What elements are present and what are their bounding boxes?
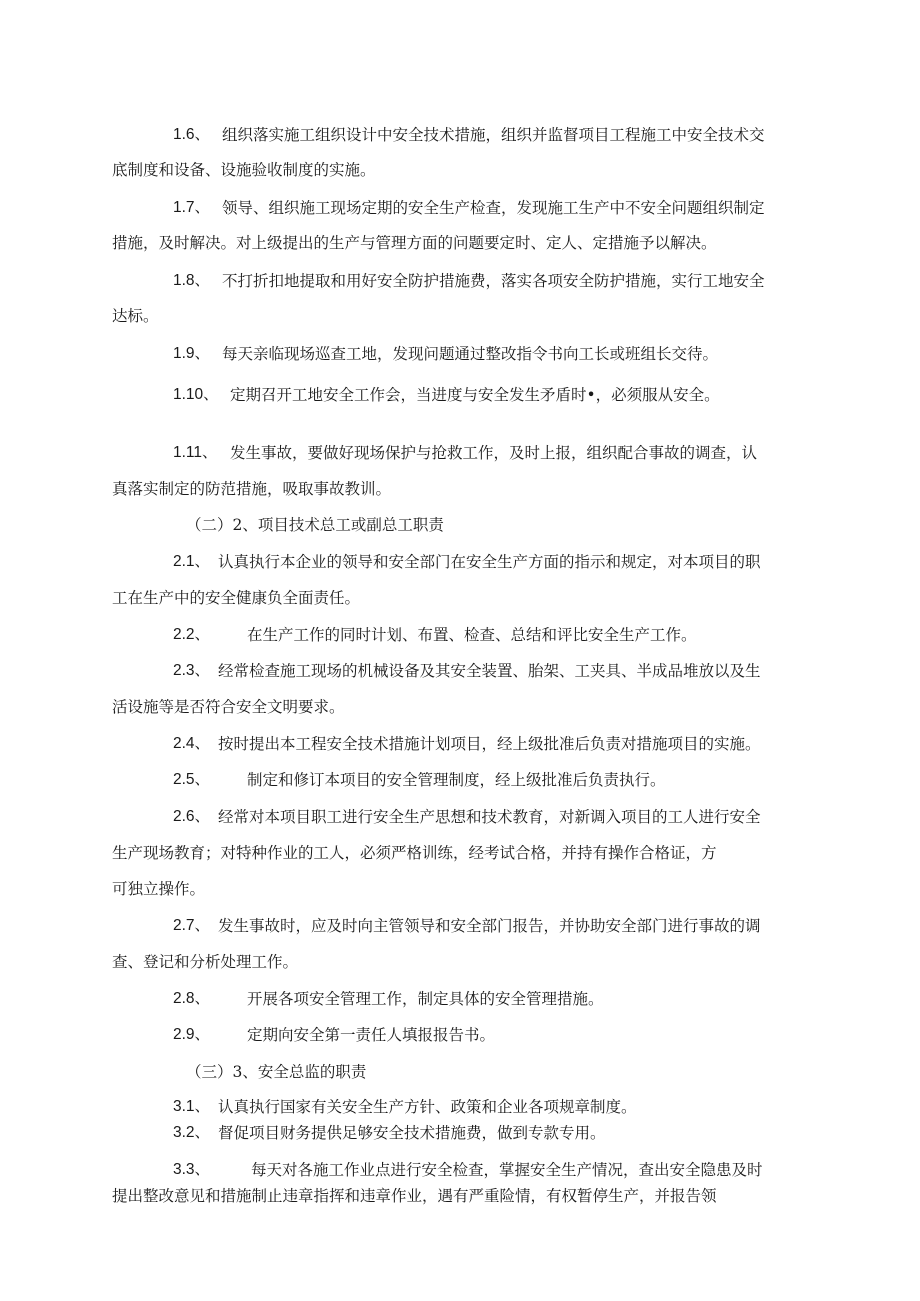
section-heading-3: （三）3、安全总监的职责 — [186, 1063, 367, 1081]
clause-number: 2.6、 — [173, 808, 211, 825]
clause-number: 2.9、 — [173, 1026, 211, 1043]
clause-text-line: 定期向安全第一责任人填报报告书。 — [247, 1026, 496, 1044]
clause-number: 3.1、 — [173, 1098, 211, 1115]
clause-text-line: 经常对本项目职工进行安全生产思想和技术教育，对新调入项目的工人进行安全 — [218, 808, 761, 826]
clause-number: 3.3、 — [173, 1161, 211, 1178]
clause-text-line: 组织落实施工组织设计中安全技术措施，组织并监督项目工程施工中安全技术交 — [222, 126, 765, 144]
clause-number: 1.6、 — [173, 126, 211, 143]
clause-text-line: 不打折扣地提取和用好安全防护措施费，落实各项安全防护措施，实行工地安全 — [222, 272, 765, 290]
clause-text-line: 发生事故时，应及时向主管领导和安全部门报告，并协助安全部门进行事故的调 — [218, 917, 761, 935]
clause-text-line: 达标。 — [112, 307, 159, 325]
clause-number: 2.4、 — [173, 735, 211, 752]
clause-number: 2.3、 — [173, 662, 211, 679]
clause-text-line: 查、登记和分析处理工作。 — [112, 953, 299, 971]
section-heading-2: （二）2、项目技术总工或副总工职责 — [186, 516, 444, 534]
clause-text-line: 认真执行本企业的领导和安全部门在安全生产方面的指示和规定，对本项目的职 — [218, 553, 761, 571]
clause-number: 2.1、 — [173, 553, 211, 570]
clause-text-line: 工在生产中的安全健康负全面责任。 — [112, 589, 361, 607]
clause-text-line: 每天对各施工作业点进行安全检查，掌握安全生产情况，查出安全隐患及时 — [251, 1161, 763, 1179]
clause-number: 1.10、 — [173, 386, 219, 403]
clause-text-line: 定期召开工地安全工作会，当进度与安全发生矛盾时•，必须服从安全。 — [230, 386, 720, 404]
clause-number: 1.7、 — [173, 199, 211, 216]
clause-text-line: 按时提出本工程安全技术措施计划项目，经上级批准后负责对措施项目的实施。 — [218, 735, 761, 753]
clause-text-line: 提出整改意见和措施制止违章指挥和违章作业，遇有严重险情，有权暂停生产，并报告领 — [112, 1187, 717, 1205]
clause-number: 1.9、 — [173, 345, 211, 362]
clause-text-line: 活设施等是否符合安全文明要求。 — [112, 698, 345, 716]
clause-text-line: 底制度和设备、设施验收制度的实施。 — [112, 161, 376, 179]
clause-number: 2.7、 — [173, 917, 211, 934]
clause-text-line: 措施，及时解决。对上级提出的生产与管理方面的问题要定时、定人、定措施予以解决。 — [112, 234, 717, 252]
clause-text-line: 生产现场教育；对特种作业的工人，必须严格训练，经考试合格，并持有操作合格证，方 — [112, 844, 717, 862]
clause-text-line: 在生产工作的同时计划、布置、检查、总结和评比安全生产工作。 — [247, 626, 697, 644]
clause-text-line: 每天亲临现场巡查工地，发现问题通过整改指令书向工长或班组长交待。 — [222, 345, 719, 363]
clause-text-line: 真落实制定的防范措施，吸取事故教训。 — [112, 480, 392, 498]
clause-text-line: 发生事故，要做好现场保护与抢救工作，及时上报，组织配合事故的调查，认 — [230, 444, 758, 462]
clause-number: 1.11、 — [173, 444, 218, 461]
clause-text-line: 领导、组织施工现场定期的安全生产检查，发现施工生产中不安全问题组织制定 — [222, 199, 765, 217]
clause-number: 2.5、 — [173, 771, 211, 788]
clause-number: 2.8、 — [173, 990, 211, 1007]
clause-text-line: 督促项目财务提供足够安全技术措施费，做到专款专用。 — [218, 1124, 606, 1142]
clause-text-line: 开展各项安全管理工作，制定具体的安全管理措施。 — [247, 990, 604, 1008]
clause-number: 1.8、 — [173, 272, 211, 289]
clause-text-line: 经常检查施工现场的机械设备及其安全装置、胎架、工夹具、半成品堆放以及生 — [218, 662, 761, 680]
clause-text-line: 制定和修订本项目的安全管理制度，经上级批准后负责执行。 — [247, 771, 666, 789]
clause-number: 2.2、 — [173, 626, 211, 643]
clause-number: 3.2、 — [173, 1124, 211, 1141]
clause-text-line: 可独立操作。 — [112, 880, 206, 898]
clause-text-line: 认真执行国家有关安全生产方针、政策和企业各项规章制度。 — [218, 1098, 637, 1116]
